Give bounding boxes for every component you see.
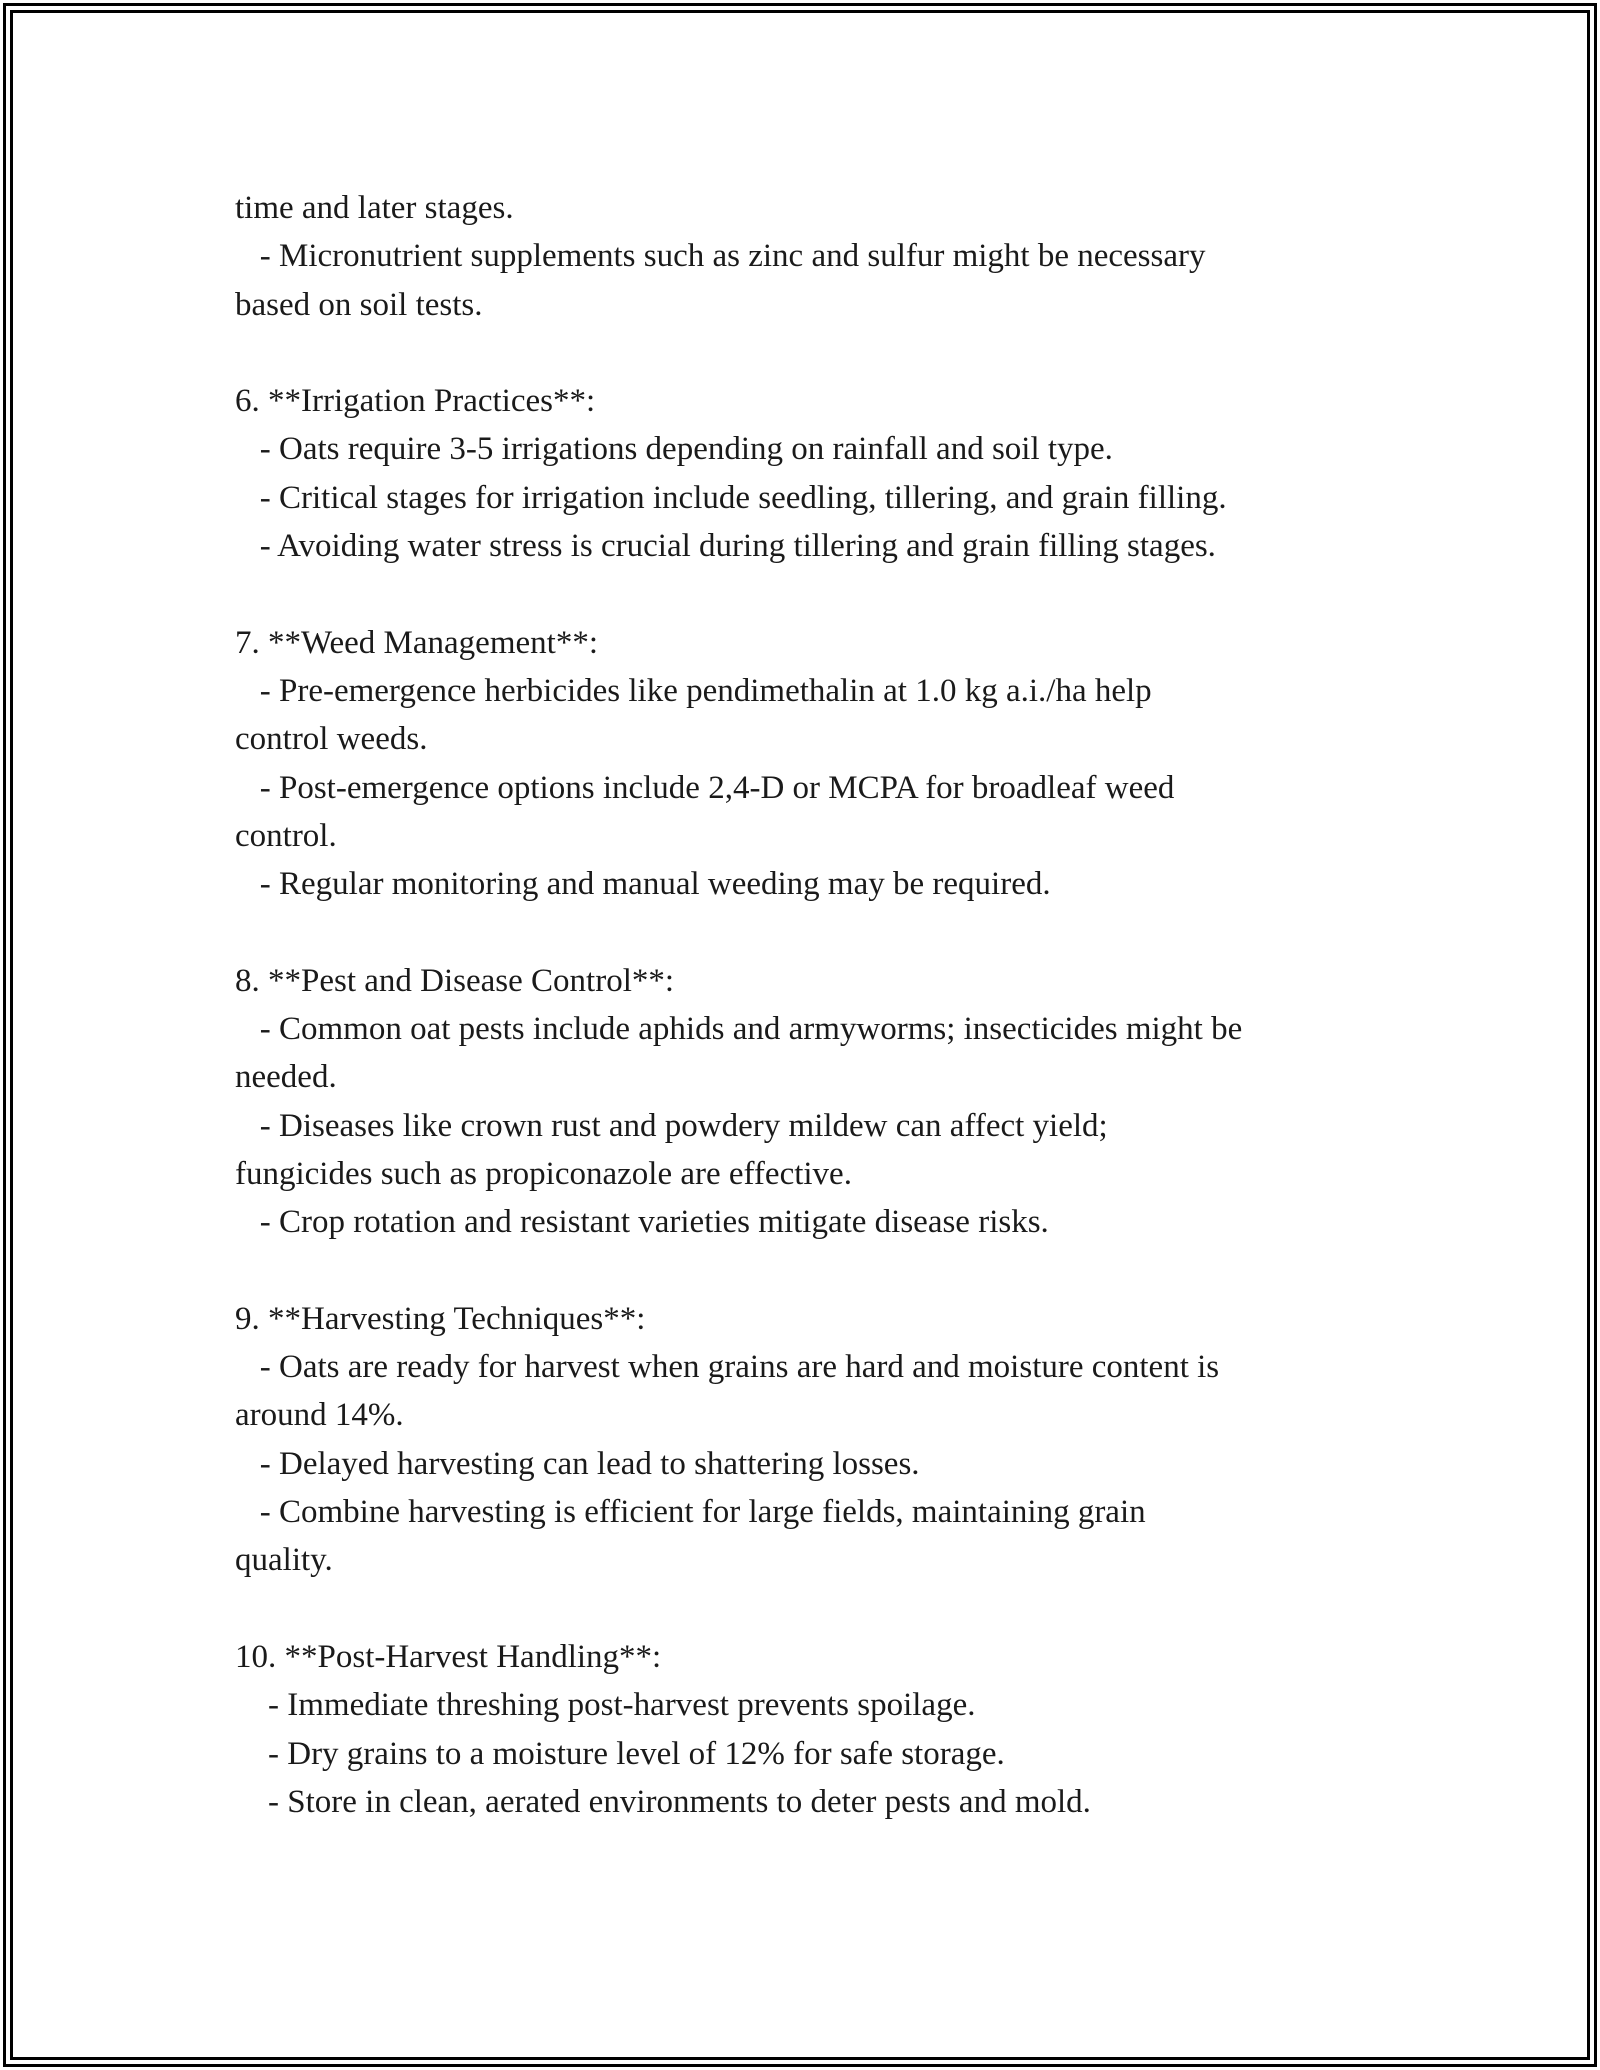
blank-line (235, 1585, 1375, 1633)
text-line: - Micronutrient supplements such as zinc and sulfur might be necessary (235, 238, 1206, 275)
text-line: - Immediate threshing post-harvest prevents spoilage. (235, 1687, 976, 1724)
text-line: control. (235, 817, 337, 854)
text-line: - Delayed harvesting can lead to shattering losses. (235, 1445, 920, 1482)
text-line: - Dry grains to a moisture level of 12% for safe storage. (235, 1735, 1005, 1772)
text-line: fungicides such as propiconazole are effective. (235, 1155, 852, 1192)
document-body (235, 184, 1375, 1826)
text-line: - Oats are ready for harvest when grains are hard and moisture content is (235, 1349, 1220, 1386)
text-line: - Regular monitoring and manual weeding may be required. (235, 866, 1051, 903)
text-line: quality. (235, 1542, 333, 1579)
text-line: time and later stages. (235, 190, 514, 226)
text-line: - Avoiding water stress is crucial during tillering and grain filling stages. (235, 528, 1216, 565)
text-line: - Post-emergence options include 2,4-D or MCPA for broadleaf weed (235, 769, 1175, 806)
text-line: - Oats require 3-5 irrigations depending on rainfall and soil type. (235, 431, 1113, 468)
section-heading: 9. **Harvesting Techniques**: (235, 1300, 646, 1337)
text-line: needed. (235, 1059, 337, 1096)
text-line: - Diseases like crown rust and powdery mildew can affect yield; (235, 1107, 1108, 1144)
text-line: around 14%. (235, 1397, 404, 1434)
text-line: - Pre-emergence herbicides like pendimethalin at 1.0 kg a.i./ha help (235, 672, 1152, 709)
blank-line (235, 570, 1375, 618)
text-line: - Combine harvesting is efficient for large fields, maintaining grain (235, 1494, 1146, 1531)
text-line: based on soil tests. (235, 286, 483, 323)
section-heading: 7. **Weed Management**: (235, 624, 598, 661)
text-line: - Critical stages for irrigation include seedling, tillering, and grain filling. (235, 479, 1227, 516)
section-heading: 10. **Post-Harvest Handling**: (235, 1638, 662, 1675)
blank-line (235, 908, 1375, 956)
blank-line (235, 329, 1375, 377)
blank-line (235, 1247, 1375, 1295)
section-heading: 6. **Irrigation Practices**: (235, 383, 596, 420)
text-line: - Common oat pests include aphids and armyworms; insecticides might be (235, 1011, 1243, 1048)
text-line: control weeds. (235, 721, 428, 758)
section-heading: 8. **Pest and Disease Control**: (235, 962, 675, 999)
text-line: - Store in clean, aerated environments to deter pests and mold. (235, 1783, 1091, 1820)
text-line: - Crop rotation and resistant varieties mitigate disease risks. (235, 1204, 1049, 1241)
